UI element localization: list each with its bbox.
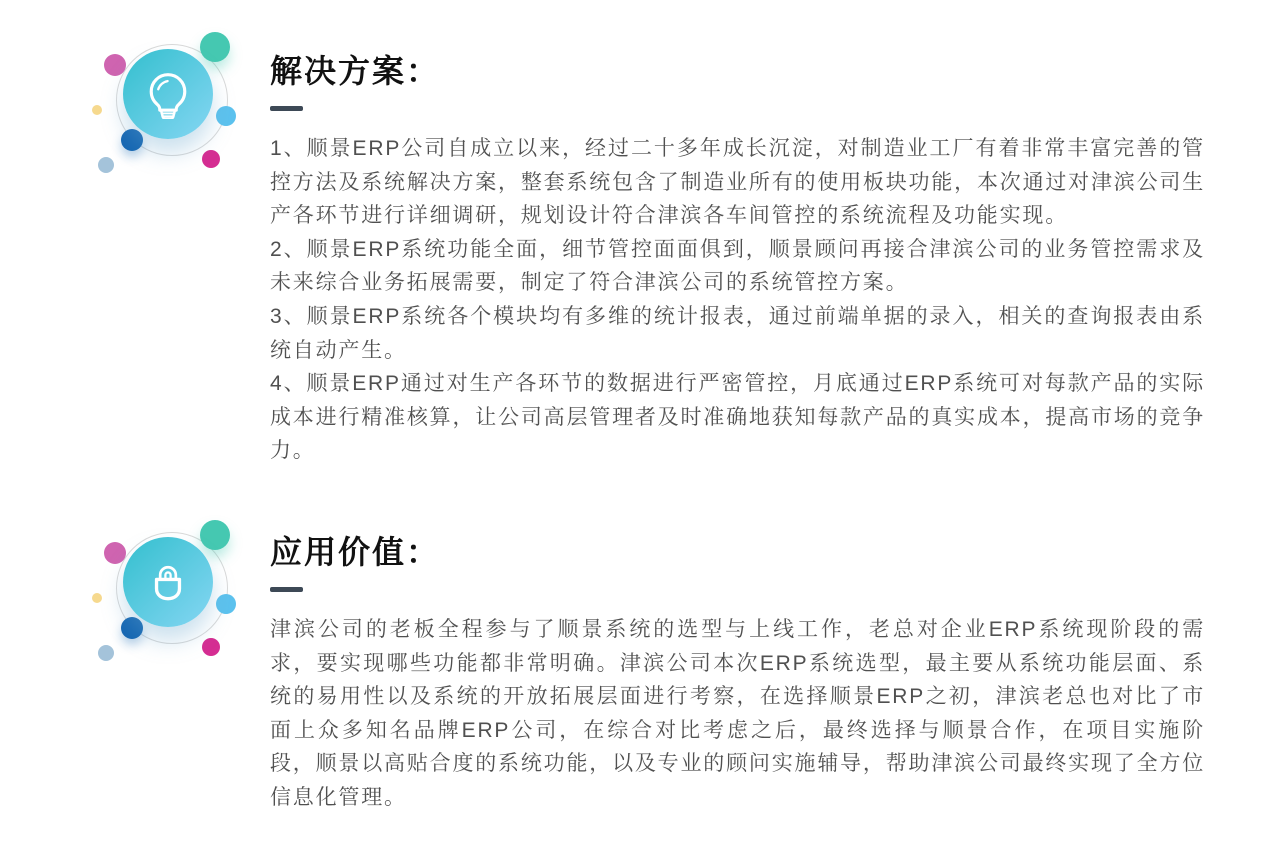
paragraph-3: 3、顺景ERP系统各个模块均有多维的统计报表，通过前端单据的录入，相关的查询报表由系统自动产生。 [270,304,1205,362]
paragraph-4: 4、顺景ERP通过对生产各环节的数据进行严密管控，月底通过ERP系统可对每款产品的实际成本进行精准核算，让公司高层管理者及时准确地获知每款产品的真实成本，提高市场的竞争力。 [270,372,1205,463]
decor-dot-light-blue [216,106,236,126]
decor-dot-light-blue [216,594,236,614]
value-paragraphs [270,613,1205,815]
solution-icon-group [90,20,260,195]
lightbulb-icon [143,69,193,119]
section-heading: 解决方案： [270,53,441,89]
heading-underline [270,587,303,592]
solution-paragraphs [270,132,1205,468]
decor-dot-yellow [92,593,102,603]
decor-dot-steel-blue [98,645,114,661]
solution-badge [123,49,213,139]
decor-dot-dark-blue [121,617,143,639]
value-icon-group [90,508,260,683]
decor-dot-magenta [202,150,220,168]
decor-dot-pink [104,542,126,564]
paragraph-1: 1、顺景ERP公司自成立以来，经过二十多年成长沉淀，对制造业工厂有着非常丰富完善的管控方法及系统解决方案，整套系统包含了制造业所有的使用板块功能，本次通过对津滨公司生产各环节进行详细调研，规划设计符合津滨各车间管控的系统流程及功能实现。 [270,137,1205,228]
decor-dot-teal [200,32,230,62]
solution-content [270,52,1205,468]
decor-dot-dark-blue [121,129,143,151]
decor-dot-yellow [92,105,102,115]
decor-dot-pink [104,54,126,76]
lock-icon [143,557,193,607]
value-content [270,533,1205,815]
decor-dot-steel-blue [98,157,114,173]
paragraph-2: 2、顺景ERP系统功能全面，细节管控面面俱到，顺景顾问再接合津滨公司的业务管控需求及未来综合业务拓展需要，制定了符合津滨公司的系统管控方案。 [270,237,1205,295]
section-heading: 应用价值： [270,534,441,570]
decor-dot-teal [200,520,230,550]
decor-dot-magenta [202,638,220,656]
value-badge [123,537,213,627]
paragraph-1: 津滨公司的老板全程参与了顺景系统的选型与上线工作，老总对企业ERP系统现阶段的需求，要实现哪些功能都非常明确。津滨公司本次ERP系统选型，最主要从系统功能层面、系统的易用性以及系统的开放拓展层面进行考察，在选择顺景ERP之初，津滨老总也对比了市面上众多知名品牌ERP公司，在综合对比考虑之后，最终选择与顺景合作，在项目实施阶段，顺景以高贴合度的系统功能，以及专业的顾问实施辅导，帮助津滨公司最终实现了全方位信息化管理。 [270,618,1205,809]
heading-underline [270,106,303,111]
